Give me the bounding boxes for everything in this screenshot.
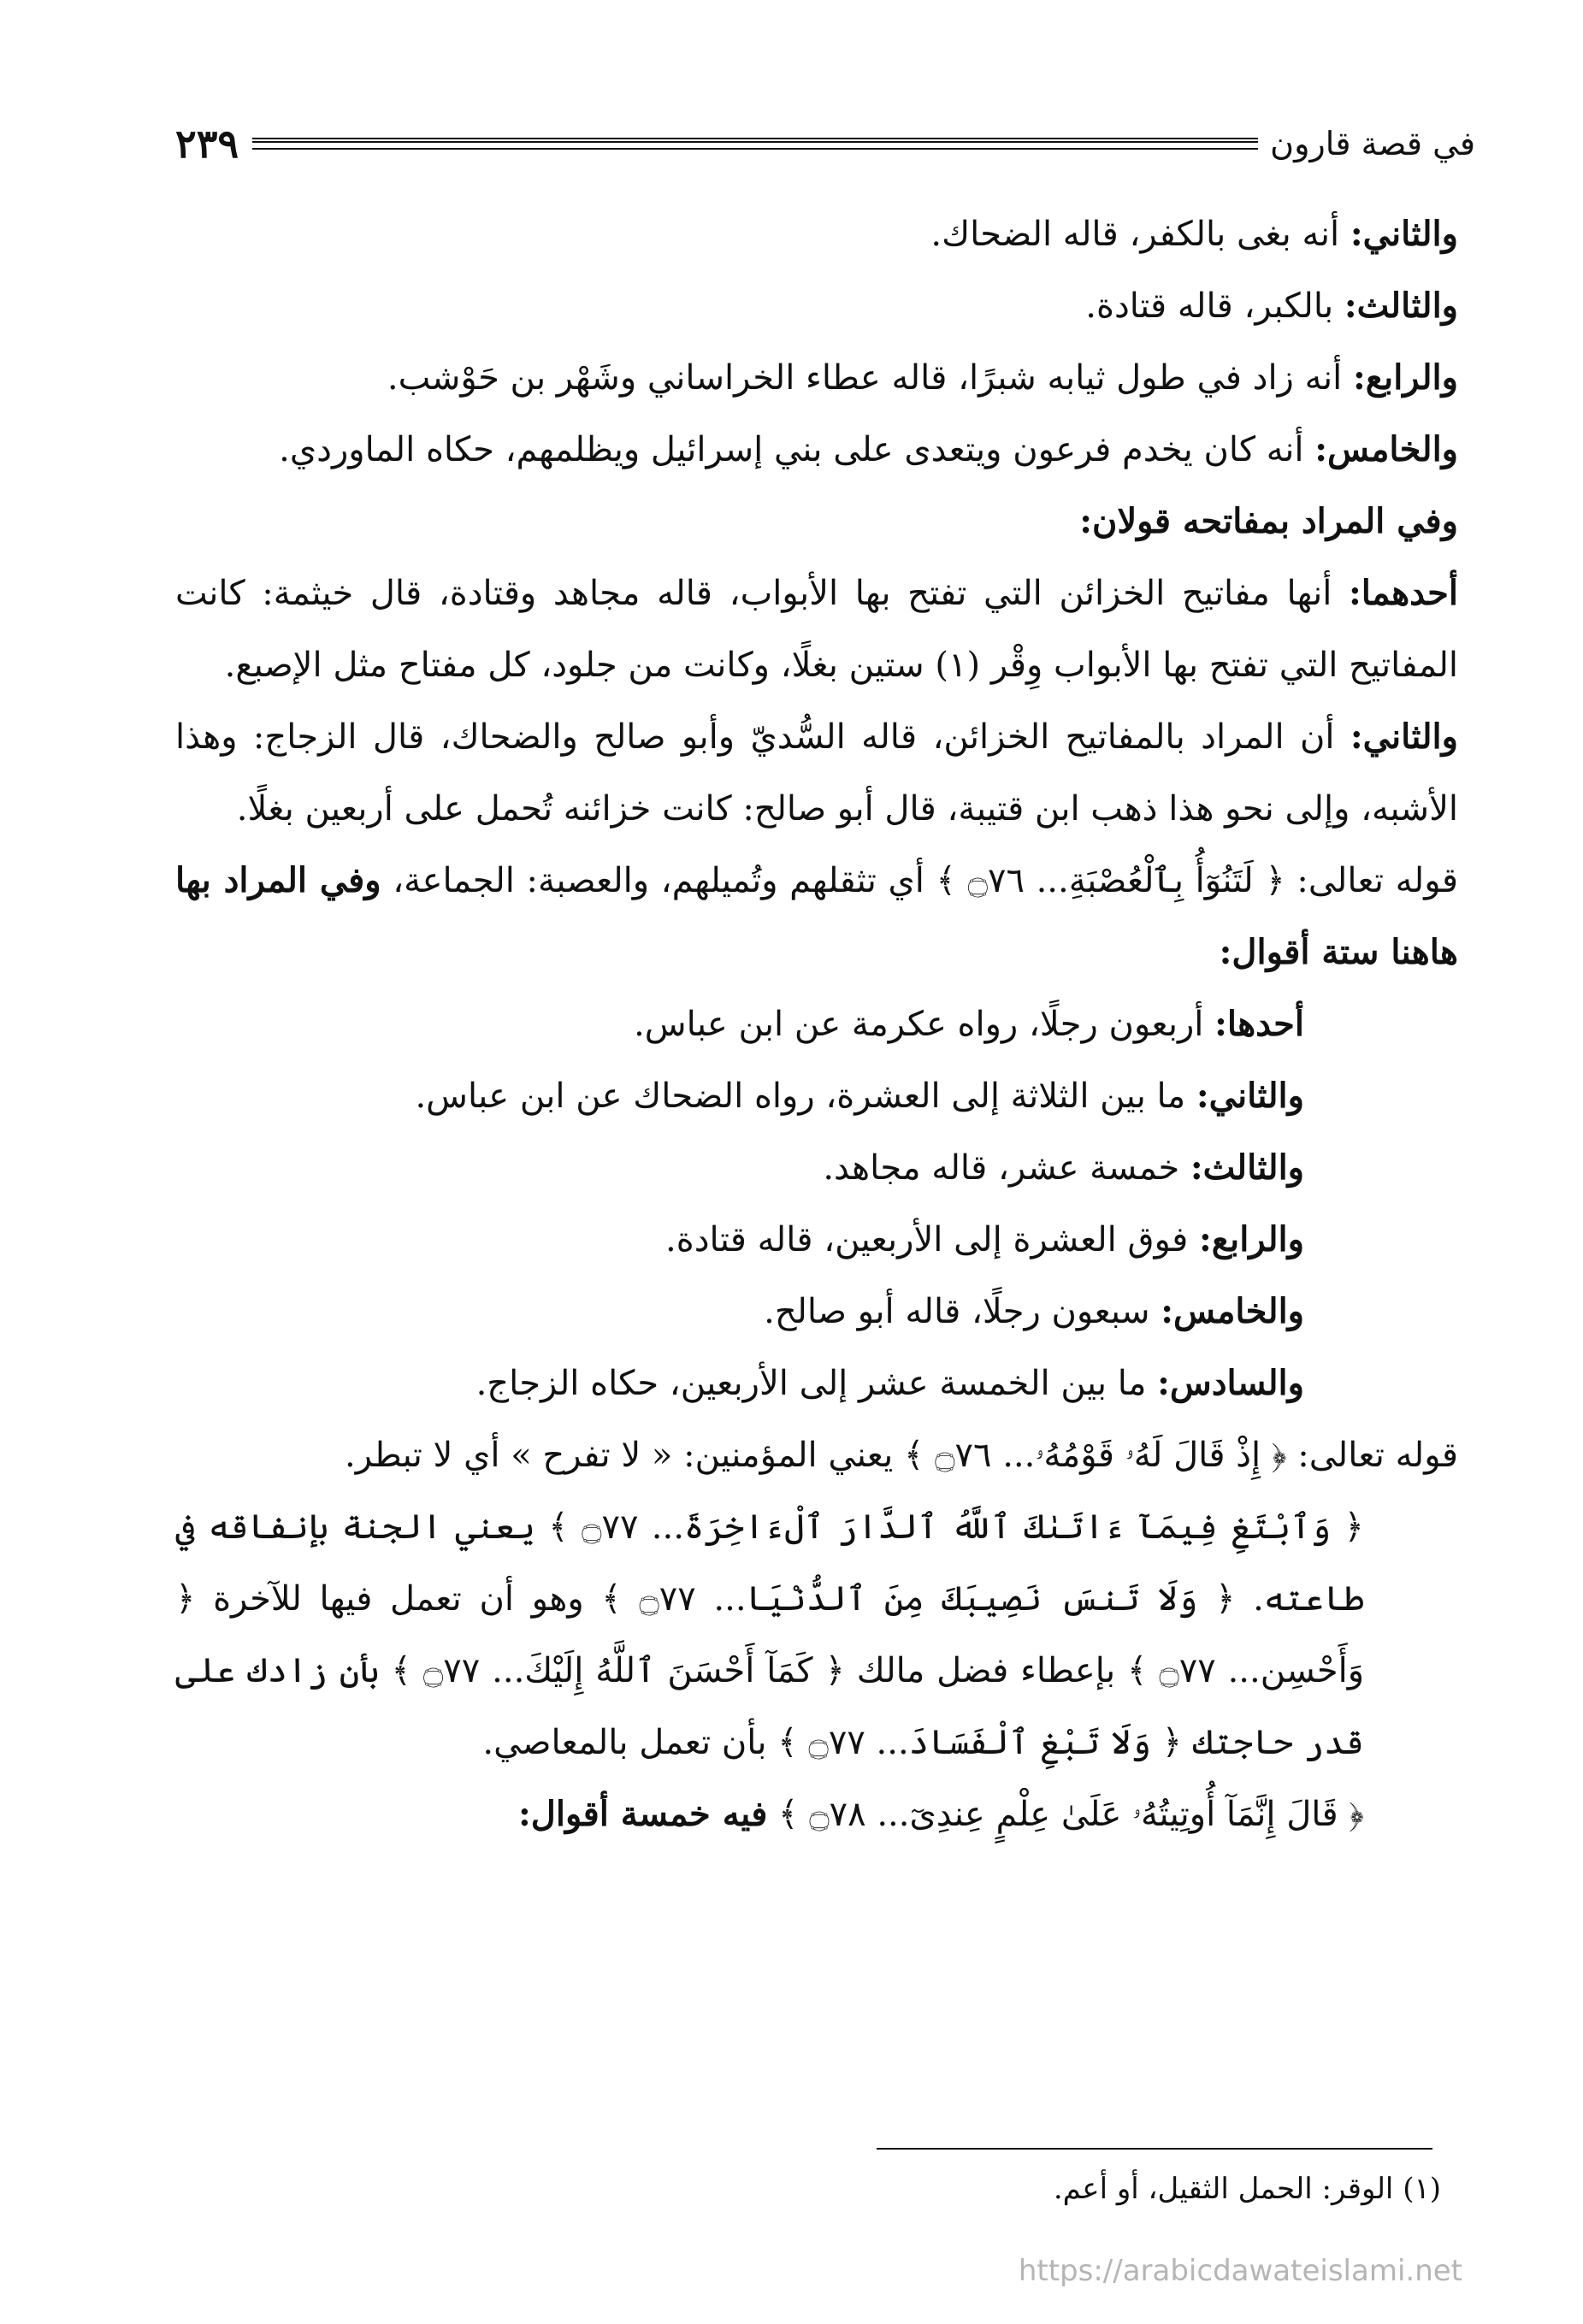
- paragraph-text: أنها مفاتيح الخزائن التي تفتح بها الأبواب، قاله مجاهد وقتادة، قال خيثمة: كانت المفاتيح التي تفتح بها الأبواب وِقْر (١) ستين بغلًا، وكانت من جلود، كل مفتاح مثل الإصبع.: [175, 574, 1458, 685]
- paragraph-label: والثاني:: [1350, 214, 1458, 254]
- page-number: ٢٣٩: [175, 121, 239, 167]
- list-item: [175, 1132, 1458, 1204]
- watermark-url: https://arabicdawateislami.net: [1018, 2254, 1462, 2288]
- paragraph-text: قوله تعالى: ﴿ إِذْ قَالَ لَهُۥ قَوْمُهُۥ... ۝٧٦ ﴾ يعني المؤمنين: « لا تفرح » أي لا تبطر.: [345, 1436, 1458, 1475]
- paragraph-text: ﴿ قَالَ إِنَّمَآ أُوتِيتُهُۥ عَلَىٰ عِلْمٍ عِندِىٓ... ۝٧٨ ﴾: [767, 1795, 1364, 1834]
- verse-paragraph: [175, 1491, 1458, 1778]
- paragraph-text: فوق العشرة إلى الأربعين، قاله قتادة.: [665, 1220, 1199, 1259]
- paragraph-text: قوله تعالى: ﴿ لَتَنُوٓأُ بِٱلْعُصْبَةِ... ۝٧٦ ﴾ أي تثقلهم وتُميلهم، والعصبة: الجماعة،: [381, 861, 1459, 900]
- paragraph: [175, 342, 1458, 414]
- paragraph-label: والخامس:: [1314, 429, 1458, 469]
- inline-heading: فيه خمسة أقوال:: [518, 1794, 768, 1834]
- footnote: (١) الوقر: الحمل الثقيل، أو أعم.: [1053, 2172, 1441, 2206]
- paragraph-text: أنه زاد في طول ثيابه شبرًا، قاله عطاء الخراساني وشَهْر بن حَوْشب.: [387, 358, 1353, 398]
- header-rule: [252, 138, 1258, 150]
- paragraph-text: أن المراد بالمفاتيح الخزائن، قاله السُّديّ وأبو صالح والضحاك، قال الزجاج: وهذا الأشبه، وإلى نحو هذا ذهب ابن قتيبة، قال أبو صالح: كانت خزائنه تُحمل على أربعين بغلًا.: [175, 717, 1458, 829]
- list-item: [175, 988, 1458, 1060]
- paragraph-label: أحدها:: [1214, 1004, 1304, 1044]
- paragraph-label: والثاني:: [1196, 1076, 1304, 1116]
- paragraph-text: ما بين الخمسة عشر إلى الأربعين، حكاه الزجاج.: [475, 1364, 1158, 1403]
- verse-paragraph: [175, 845, 1458, 988]
- paragraph-text: بالكبر، قاله قتادة.: [1085, 286, 1344, 326]
- paragraph-label: والثاني:: [1350, 717, 1458, 757]
- body-text: [175, 198, 1458, 1850]
- paragraph-label: والسادس:: [1157, 1363, 1304, 1403]
- paragraph-label: والخامس:: [1161, 1291, 1304, 1331]
- paragraph-label: والثالث:: [1344, 286, 1458, 326]
- paragraph-text: أنه بغى بالكفر، قاله الضحاك.: [930, 215, 1350, 254]
- paragraph: [175, 557, 1458, 701]
- paragraph-text: ما بين الثلاثة إلى العشرة، رواه الضحاك عن ابن عباس.: [415, 1076, 1196, 1116]
- list-item: [175, 1276, 1458, 1348]
- paragraph-label: والرابع:: [1353, 357, 1458, 398]
- paragraph-label: أحدهما:: [1348, 573, 1458, 613]
- paragraph-text: ﴿ وَٱبْتَغِ فِيمَآ ءَاتَىٰكَ ٱللَّهُ ٱلدَّارَ ٱلْءَاخِرَةَ... ۝٧٧ ﴾ يعني الجنة بإنفاقه في طاعته. ﴿ وَلَا تَنسَ نَصِيبَكَ مِنَ ٱلدُّنْيَا... ۝٧٧ ﴾ وهو أن تعمل فيها للآخرة ﴿ وَأَحْسِن... ۝٧٧ ﴾ بإعطاء فضل مالك ﴿ كَمَآ أَحْسَنَ ٱللَّهُ إِلَيْكَ... ۝٧٧ ﴾ بأن زادك على قدر حاجتك ﴿ وَلَا تَبْغِ ٱلْفَسَادَ... ۝٧٧ ﴾ بأن تعمل بالمعاصي.: [175, 1507, 1365, 1762]
- list-item: [175, 1348, 1458, 1419]
- paragraph-label: والرابع:: [1199, 1219, 1304, 1259]
- paragraph-text: سبعون رجلًا، قاله أبو صالح.: [764, 1292, 1161, 1331]
- verse-paragraph: [175, 1419, 1458, 1491]
- verse-paragraph: [175, 1778, 1458, 1850]
- list-item: [175, 1204, 1458, 1276]
- paragraph: [175, 198, 1458, 270]
- paragraph-text: خمسة عشر، قاله مجاهد.: [823, 1148, 1190, 1188]
- running-title: في قصة قارون: [1270, 125, 1475, 162]
- page-header: [175, 118, 1475, 169]
- list-item: [175, 1060, 1458, 1132]
- paragraph-text: أنه كان يخدم فرعون ويتعدى على بني إسرائيل ويظلمهم، حكاه الماوردي.: [279, 430, 1315, 469]
- paragraph-text: أربعون رجلًا، رواه عكرمة عن ابن عباس.: [634, 1005, 1215, 1044]
- paragraph: [175, 701, 1458, 845]
- section-heading: وفي المراد بمفاتحه قولان:: [1079, 501, 1458, 541]
- footnote-divider: [877, 2148, 1432, 2150]
- paragraph: [175, 270, 1458, 342]
- paragraph: [175, 414, 1458, 486]
- paragraph-label: والثالث:: [1190, 1147, 1304, 1188]
- inline-heading: وفي المراد بها هاهنا ستة أقوال:: [175, 860, 1458, 972]
